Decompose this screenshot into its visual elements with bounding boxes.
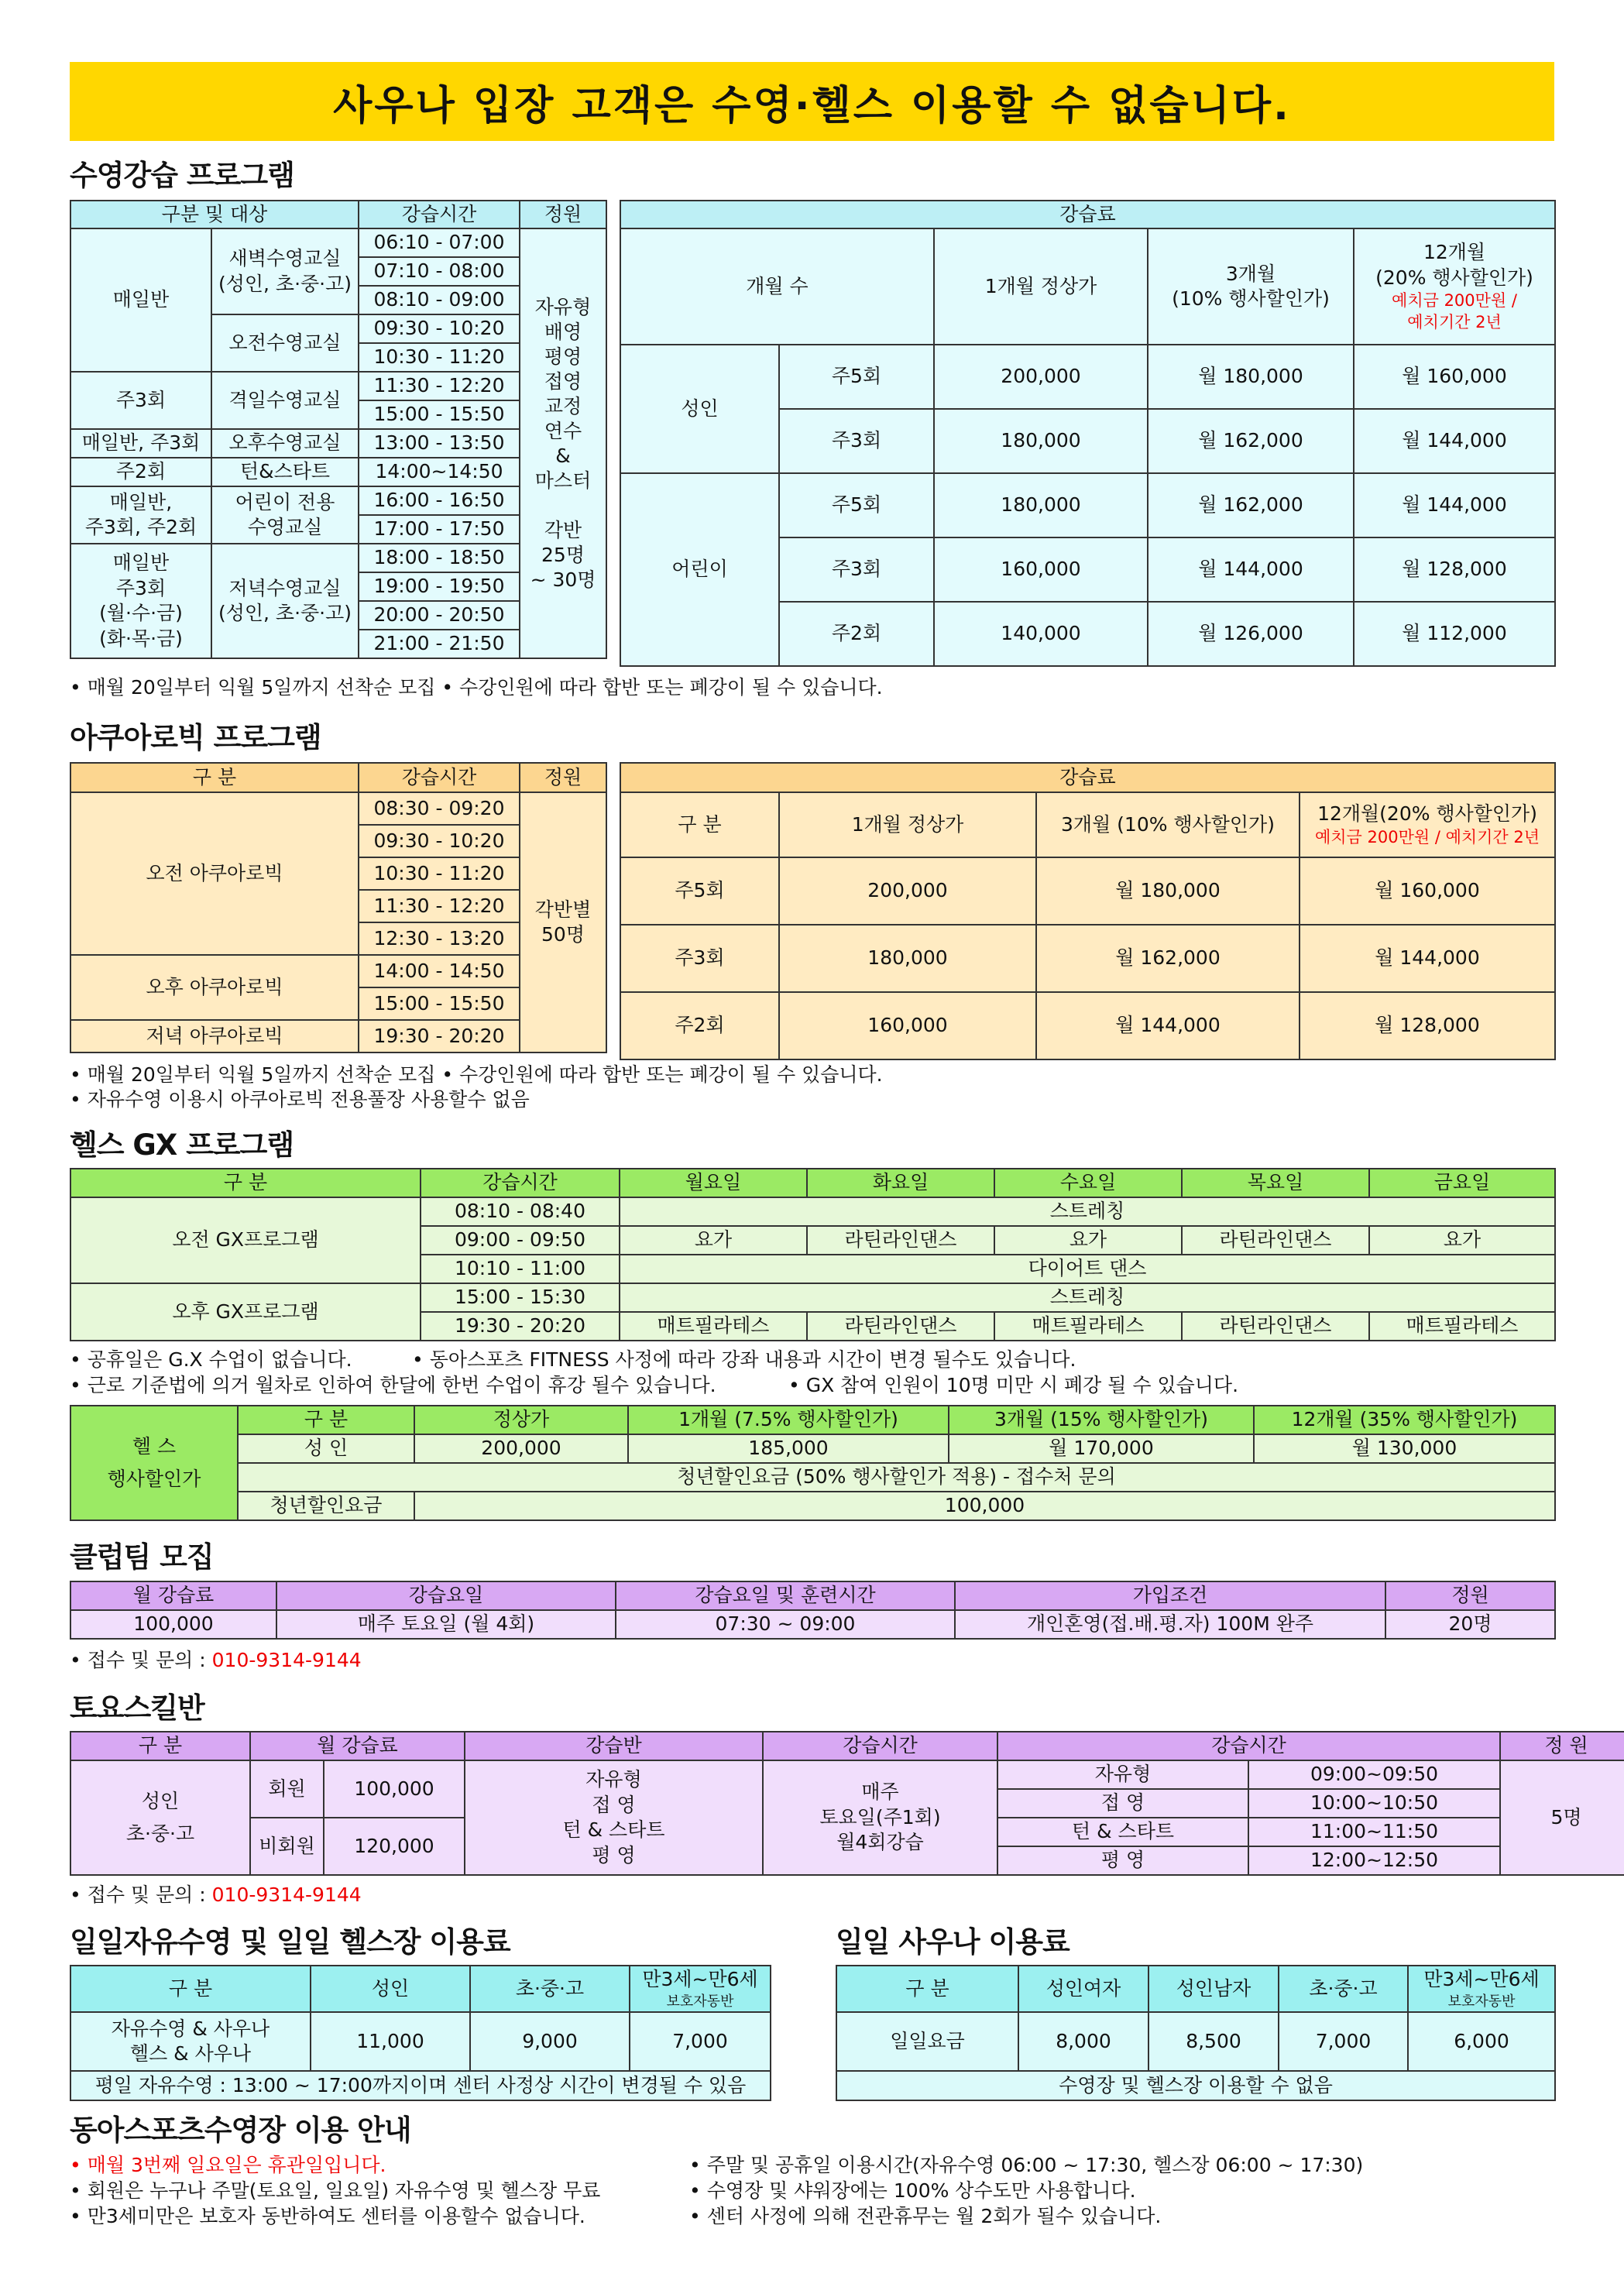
time-cell: 07:10 - 08:00 [359, 257, 520, 286]
fee-col-header: 1개월 정상가 [779, 792, 1036, 857]
time-cell: 11:30 - 12:20 [359, 890, 520, 922]
guide-section-title: 동아스포츠수영장 이용 안내 [70, 2114, 411, 2147]
class-cell: 스트레칭 [620, 1283, 1555, 1312]
contact-phone[interactable]: 010-9314-9144 [211, 1649, 362, 1671]
col-header: 정원 [520, 763, 606, 792]
col-header: 초·중·고 [1279, 1966, 1408, 2012]
col-header: 강습시간 [359, 763, 520, 792]
class-cell: 자유형 접 영 턴 & 스타트 평 영 [465, 1760, 763, 1875]
freq-cell: 주5회 [620, 857, 779, 925]
notice-banner: 사우나 입장 고객은 수영·헬스 이용할 수 없습니다. [70, 62, 1554, 141]
col-header: 성인 [311, 1966, 470, 2012]
col-header: 성인여자 [1018, 1966, 1148, 2012]
aqua-schedule-table [70, 762, 607, 1053]
slot-time: 12:00~12:50 [1248, 1846, 1500, 1875]
group-cell: 주3회 [70, 372, 211, 429]
col-header: 강습시간 [997, 1732, 1500, 1760]
fee-header: 강습료 [620, 201, 1555, 228]
aqua-section-title: 아쿠아로빅 프로그램 [70, 721, 321, 754]
category-adult: 성인 [620, 345, 779, 473]
class-cell: 매트필라테스 [1369, 1312, 1555, 1341]
group-cell: 오후 아쿠아로빅 [70, 955, 359, 1020]
col-header: 구 분 [70, 1732, 250, 1760]
price-cell: 월 112,000 [1354, 602, 1555, 666]
class-cell: 저녁수영교실 (성인, 초·중·고) [211, 544, 359, 658]
group-cell: 매일반 주3회 (월·수·금) (화·목·금) [70, 544, 211, 658]
col-header: 강습요일 및 훈련시간 [616, 1581, 955, 1610]
contact-label: • 접수 및 문의 : [70, 1649, 212, 1671]
price-cell: 월 162,000 [1036, 925, 1300, 992]
daily-section-title: 일일자유수영 및 일일 헬스장 이용료 [70, 1925, 510, 1959]
deposit-note: 예치금 200만원 / 예치기간 2년 [1314, 827, 1540, 846]
class-cell: 매트필라테스 [620, 1312, 807, 1341]
col-header: 1개월 (7.5% 행사할인가) [628, 1406, 949, 1434]
contact-label: • 접수 및 문의 : [70, 1884, 212, 1906]
club-section-title: 클럽팀 모집 [70, 1540, 214, 1574]
price-cell: 월 144,000 [1354, 473, 1555, 537]
group-cell: 오전 GX프로그램 [70, 1197, 421, 1283]
price-cell: 7,000 [1279, 2012, 1408, 2071]
nonmember-label: 비회원 [250, 1818, 324, 1875]
class-cell: 오전수영교실 [211, 314, 359, 372]
slot-time: 10:00~10:50 [1248, 1789, 1500, 1818]
fee-col-header: 3개월 (10% 행사할인가) [1148, 228, 1354, 345]
guide-item: • 센터 사정에 의해 전관휴무는 월 2회가 될수 있습니다. [689, 2205, 1162, 2227]
class-cell: 라틴라인댄스 [1182, 1312, 1369, 1341]
col-header: 성인남자 [1148, 1966, 1279, 2012]
price-cell: 월 160,000 [1354, 345, 1555, 409]
col-header: 강습시간 [763, 1732, 997, 1760]
swim-fee-table [620, 200, 1556, 667]
price-cell: 월 128,000 [1300, 992, 1555, 1059]
time-cell: 10:10 - 11:00 [421, 1255, 620, 1283]
health-fee-table [70, 1405, 1556, 1521]
aqua-fee-table [620, 762, 1556, 1060]
gx-note: • 동아스포츠 FITNESS 사정에 따라 강좌 내용과 시간이 변경 될수도 있습니다. [412, 1348, 1076, 1371]
youth-price: 100,000 [414, 1492, 1555, 1520]
target-cell: 성인 초·중·고 [70, 1760, 250, 1875]
class-cell: 격일수영교실 [211, 372, 359, 429]
freq-cell: 주3회 [620, 925, 779, 992]
col-header: 구 분 [70, 1966, 311, 2012]
freq-cell: 주2회 [620, 992, 779, 1059]
col-header: 정원 [520, 201, 606, 228]
sauna-note: 수영장 및 헬스장 이용할 수 없음 [836, 2071, 1555, 2100]
time-cell: 12:30 - 13:20 [359, 922, 520, 955]
time-cell: 09:00 - 09:50 [421, 1226, 620, 1255]
time-cell: 08:10 - 09:00 [359, 286, 520, 314]
slot-name: 평 영 [997, 1846, 1248, 1875]
price-cell: 160,000 [934, 537, 1148, 602]
time-cell: 14:00 - 14:50 [359, 955, 520, 987]
price-cell: 월 162,000 [1148, 409, 1354, 473]
price-cell: 180,000 [779, 925, 1036, 992]
swim-section-title: 수영강습 프로그램 [70, 159, 294, 192]
col-header: 구분 및 대상 [70, 201, 359, 228]
col-header: 화요일 [807, 1169, 994, 1197]
price-cell: 월 162,000 [1148, 473, 1354, 537]
swim-schedule-table [70, 200, 607, 659]
col-header: 만3세~만6세 [642, 1968, 758, 1991]
time-cell: 09:30 - 10:20 [359, 825, 520, 857]
time-cell: 16:00 - 16:50 [359, 486, 520, 515]
fee-col-header: 1개월 정상가 [934, 228, 1148, 345]
sauna-fee-table [836, 1965, 1556, 2101]
col-header: 정상가 [414, 1406, 628, 1434]
slot-time: 09:00~09:50 [1248, 1760, 1500, 1789]
price-cell: 월 126,000 [1148, 602, 1354, 666]
time-cell: 14:00~14:50 [359, 458, 520, 486]
time-cell: 15:00 - 15:30 [421, 1283, 620, 1312]
time-cell: 13:00 - 13:50 [359, 429, 520, 458]
slot-name: 자유형 [997, 1760, 1248, 1789]
guardian-note: 보호자동반 [666, 1993, 734, 2010]
class-cell: 라틴라인댄스 [807, 1226, 994, 1255]
price-cell: 8,000 [1018, 2012, 1148, 2071]
deposit-note: 예치금 200만원 / 예치기간 2년 [1392, 291, 1517, 331]
col-header: 수요일 [994, 1169, 1182, 1197]
fee-col-header: 12개월(20% 행사할인가) [1317, 802, 1537, 826]
price-cell: 185,000 [628, 1434, 949, 1463]
club-value: 개인혼영(접.배.평.자) 100M 완주 [955, 1610, 1385, 1639]
price-cell: 140,000 [934, 602, 1148, 666]
price-cell: 200,000 [934, 345, 1148, 409]
price-cell: 월 144,000 [1036, 992, 1300, 1059]
class-cell: 라틴라인댄스 [807, 1312, 994, 1341]
time-cell: 15:00 - 15:50 [359, 987, 520, 1020]
class-cell: 다이어트 댄스 [620, 1255, 1555, 1283]
slot-name: 접 영 [997, 1789, 1248, 1818]
class-cell: 스트레칭 [620, 1197, 1555, 1226]
club-table [70, 1581, 1556, 1640]
time-cell: 19:00 - 19:50 [359, 572, 520, 601]
freq-cell: 주5회 [779, 473, 934, 537]
gx-section-title: 헬스 GX 프로그램 [70, 1128, 294, 1162]
aqua-note-1: • 매월 20일부터 익월 5일까지 선착순 모집 • 수강인원에 따라 합반 또는 폐강이 될 수 있습니다. [70, 1063, 883, 1086]
class-cell: 어린이 전용 수영교실 [211, 486, 359, 544]
col-header: 초·중·고 [470, 1966, 630, 2012]
sat-skill-table [70, 1731, 1624, 1876]
group-cell: 저녁 아쿠아로빅 [70, 1020, 359, 1053]
price-cell: 월 144,000 [1300, 925, 1555, 992]
class-cell: 요가 [1369, 1226, 1555, 1255]
time-cell: 19:30 - 20:20 [359, 1020, 520, 1053]
freq-cell: 주2회 [779, 602, 934, 666]
group-cell: 매일반, 주3회 [70, 429, 211, 458]
price-cell: 월 180,000 [1148, 345, 1354, 409]
slot-name: 턴 & 스타트 [997, 1818, 1248, 1846]
time-cell: 11:30 - 12:20 [359, 372, 520, 400]
col-header: 월 강습료 [70, 1581, 276, 1610]
freq-cell: 주3회 [779, 537, 934, 602]
class-cell: 턴&스타트 [211, 458, 359, 486]
col-header: 월 강습료 [250, 1732, 465, 1760]
col-header: 가입조건 [955, 1581, 1385, 1610]
col-header: 구 분 [238, 1406, 414, 1434]
col-header: 만3세~만6세 [1423, 1968, 1540, 1991]
gx-note: • 근로 기준법에 의거 월차로 인하여 한달에 한번 수업이 휴강 될수 있습니다. [70, 1374, 716, 1396]
col-header: 강습반 [465, 1732, 763, 1760]
sat-section-title: 토요스킬반 [70, 1691, 204, 1725]
col-header: 강습시간 [359, 201, 520, 228]
time-cell: 17:00 - 17:50 [359, 515, 520, 544]
time-cell: 20:00 - 20:50 [359, 601, 520, 630]
price-cell: 11,000 [311, 2012, 470, 2071]
col-header: 월요일 [620, 1169, 807, 1197]
gx-note: • 공휴일은 G.X 수업이 없습니다. [70, 1348, 352, 1371]
fee-header: 강습료 [620, 763, 1555, 792]
guide-item: • 수영장 및 샤워장에는 100% 상수도만 사용합니다. [689, 2179, 1136, 2202]
category-child: 어린이 [620, 473, 779, 666]
col-header: 정 원 [1500, 1732, 1624, 1760]
time-cell: 19:30 - 20:20 [421, 1312, 620, 1341]
guide-item: • 주말 및 공휴일 이용시간(자유수영 06:00 ~ 17:30, 헬스장 06:00 ~ 17:30) [689, 2154, 1364, 2176]
health-label: 헬 스 행사할인가 [70, 1406, 238, 1520]
col-header: 금요일 [1369, 1169, 1555, 1197]
class-cell: 새벽수영교실 (성인, 초·중·고) [211, 228, 359, 314]
club-value: 매주 토요일 (월 4회) [276, 1610, 616, 1639]
group-cell: 오전 아쿠아로빅 [70, 792, 359, 955]
col-header: 3개월 (15% 행사할인가) [949, 1406, 1254, 1434]
club-value: 20명 [1385, 1610, 1555, 1639]
time-cell: 09:30 - 10:20 [359, 314, 520, 343]
club-contact [70, 1645, 362, 1673]
sauna-section-title: 일일 사우나 이용료 [836, 1925, 1070, 1959]
time-cell: 08:10 - 08:40 [421, 1197, 620, 1226]
class-cell: 오후수영교실 [211, 429, 359, 458]
fee-col-header: 구 분 [620, 792, 779, 857]
price-cell: 월 130,000 [1254, 1434, 1555, 1463]
youth-note: 청년할인요금 (50% 행사할인가 적용) - 접수처 문의 [238, 1463, 1555, 1492]
fee-col-header: 개월 수 [620, 228, 934, 345]
col-header: 정원 [1385, 1581, 1555, 1610]
price-cell: 6,000 [1408, 2012, 1555, 2071]
schedule-cell: 매주 토요일(주1회) 월4회강습 [763, 1760, 997, 1875]
price-cell: 200,000 [414, 1434, 628, 1463]
group-cell: 매일반 [70, 228, 211, 372]
class-cell: 요가 [994, 1226, 1182, 1255]
price-cell: 8,500 [1148, 2012, 1279, 2071]
guide-item: • 매월 3번째 일요일은 휴관일입니다. [70, 2154, 386, 2176]
capacity-cell: 5명 [1500, 1760, 1624, 1875]
time-cell: 10:30 - 11:20 [359, 857, 520, 890]
class-cell: 요가 [620, 1226, 807, 1255]
time-cell: 15:00 - 15:50 [359, 400, 520, 429]
gx-note: • GX 참여 인원이 10명 미만 시 폐강 될 수 있습니다. [788, 1374, 1239, 1396]
time-cell: 06:10 - 07:00 [359, 228, 520, 257]
category-adult: 성 인 [238, 1434, 414, 1463]
gx-table [70, 1168, 1556, 1341]
sat-contact [70, 1880, 362, 1908]
member-fee: 100,000 [324, 1760, 465, 1818]
guardian-note: 보호자동반 [1447, 1993, 1516, 2010]
member-label: 회원 [250, 1760, 324, 1818]
club-value: 07:30 ~ 09:00 [616, 1610, 955, 1639]
swim-note: • 매월 20일부터 익월 5일까지 선착순 모집 • 수강인원에 따라 합반 또는 폐강이 될 수 있습니다. [70, 676, 883, 699]
price-cell: 월 180,000 [1036, 857, 1300, 925]
price-cell: 월 144,000 [1354, 409, 1555, 473]
freq-cell: 주5회 [779, 345, 934, 409]
price-cell: 월 128,000 [1354, 537, 1555, 602]
col-header: 목요일 [1182, 1169, 1369, 1197]
capacity-cell: 자유형 배영 평영 접영 교정 연수 & 마스터 각반 25명 ~ 30명 [520, 228, 606, 658]
time-cell: 08:30 - 09:20 [359, 792, 520, 825]
col-header: 구 분 [70, 763, 359, 792]
guide-item: • 회원은 누구나 주말(토요일, 일요일) 자유수영 및 헬스장 무료 [70, 2179, 601, 2202]
freq-cell: 주3회 [779, 409, 934, 473]
class-cell: 라틴라인댄스 [1182, 1226, 1369, 1255]
group-cell: 오후 GX프로그램 [70, 1283, 421, 1341]
price-cell: 7,000 [630, 2012, 771, 2071]
price-cell: 월 144,000 [1148, 537, 1354, 602]
col-header: 구 분 [70, 1169, 421, 1197]
guide-item: • 만3세미만은 보호자 동반하여도 센터를 이용할수 없습니다. [70, 2205, 585, 2227]
price-cell: 160,000 [779, 992, 1036, 1059]
row-label: 자유수영 & 사우나 헬스 & 사우나 [70, 2012, 311, 2071]
class-cell: 매트필라테스 [994, 1312, 1182, 1341]
daily-note: 평일 자유수영 : 13:00 ~ 17:00까지이며 센터 사정상 시간이 변경될 수 있음 [70, 2071, 771, 2100]
fee-col-header: 12개월 (20% 행사할인가) [1375, 241, 1533, 289]
fee-col-header: 3개월 (10% 행사할인가) [1036, 792, 1300, 857]
row-label: 일일요금 [836, 2012, 1018, 2071]
price-cell: 200,000 [779, 857, 1036, 925]
nonmember-fee: 120,000 [324, 1818, 465, 1875]
time-cell: 18:00 - 18:50 [359, 544, 520, 572]
group-cell: 매일반, 주3회, 주2회 [70, 486, 211, 544]
col-header: 강습요일 [276, 1581, 616, 1610]
club-value: 100,000 [70, 1610, 276, 1639]
col-header: 강습시간 [421, 1169, 620, 1197]
price-cell: 월 170,000 [949, 1434, 1254, 1463]
time-cell: 10:30 - 11:20 [359, 343, 520, 372]
price-cell: 9,000 [470, 2012, 630, 2071]
daily-fee-table [70, 1965, 771, 2101]
capacity-cell: 각반별 50명 [520, 792, 606, 1053]
group-cell: 주2회 [70, 458, 211, 486]
price-cell: 월 160,000 [1300, 857, 1555, 925]
col-header: 구 분 [836, 1966, 1018, 2012]
price-cell: 180,000 [934, 473, 1148, 537]
time-cell: 21:00 - 21:50 [359, 630, 520, 658]
slot-time: 11:00~11:50 [1248, 1818, 1500, 1846]
contact-phone[interactable]: 010-9314-9144 [211, 1884, 362, 1906]
youth-label: 청년할인요금 [238, 1492, 414, 1520]
aqua-note-2: • 자유수영 이용시 아쿠아로빅 전용풀장 사용할수 없음 [70, 1088, 530, 1111]
col-header: 12개월 (35% 행사할인가) [1254, 1406, 1555, 1434]
price-cell: 180,000 [934, 409, 1148, 473]
